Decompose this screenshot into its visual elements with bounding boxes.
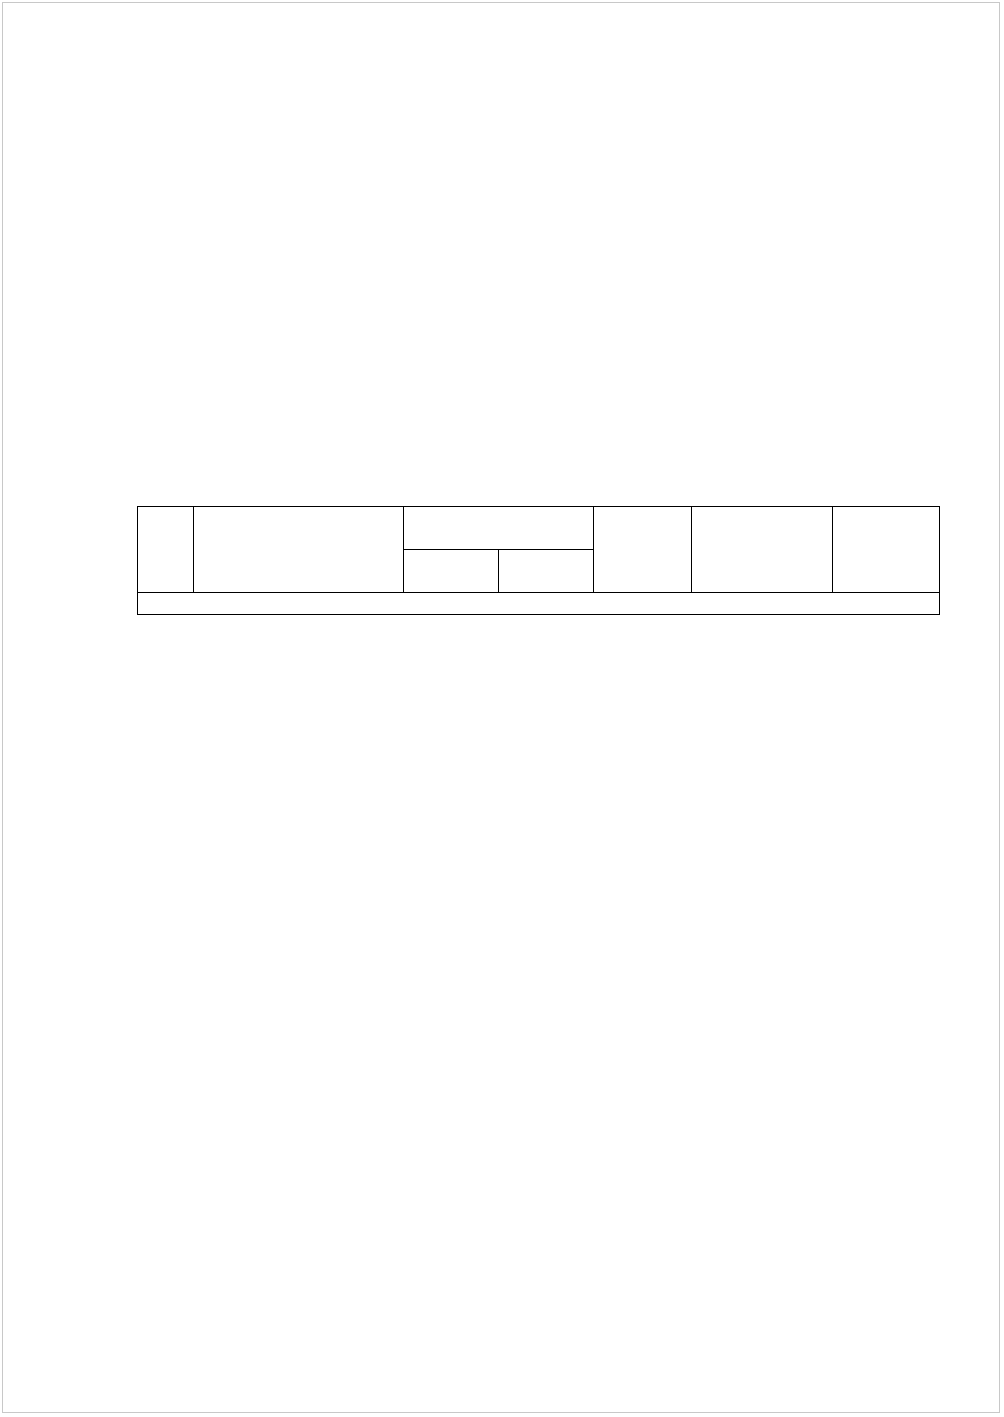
page-border [2,2,1000,1413]
budget-table [137,506,940,615]
header-total [833,507,940,593]
header-months [594,507,692,593]
header-unit [404,507,594,550]
header-season [692,507,833,593]
header-income-type [194,507,404,593]
total-row [138,593,940,615]
header-head-count [404,550,499,593]
total-cell [138,593,940,615]
header-som [499,550,594,593]
header-num [138,507,194,593]
header-row [138,507,940,550]
